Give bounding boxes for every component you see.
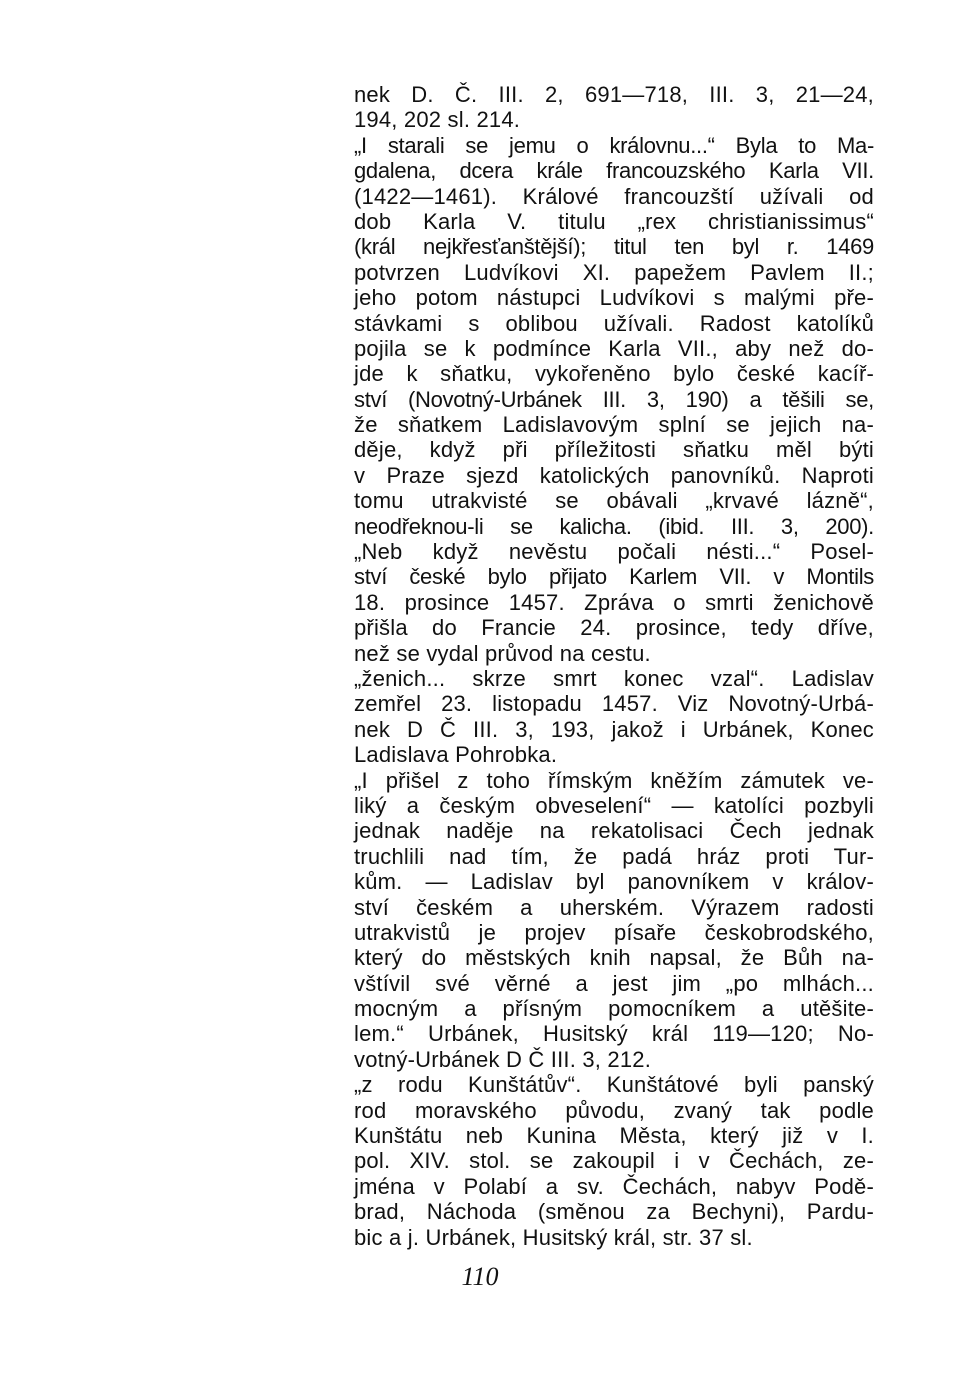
text-line: nek D. Č. III. 2, 691—718, III. 3, 21—24,: [354, 82, 874, 107]
text-line: děje, když při příležitosti sňatku měl býti: [354, 437, 874, 463]
text-line: potvrzen Ludvíkovi XI. papežem Pavlem II.;: [354, 259, 874, 285]
text-line: jména v Polabí a sv. Čechách, nabyv Podě-: [354, 1173, 874, 1199]
text-line: dob Karla V. titulu „rex christianissimus“: [354, 208, 874, 234]
text-line: (1422—1461). Králové francouzští užívali od: [354, 183, 874, 209]
text-line: brad, Náchoda (směnou za Bechyni), Pardu-: [354, 1199, 874, 1225]
text-line: přišla do Francie 24. prosince, tedy dříve,: [354, 615, 874, 641]
text-line: že sňatkem Ladislavovým splní se jejich na-: [354, 412, 874, 438]
text-line: kům. — Ladislav byl panovníkem v králov-: [354, 869, 874, 895]
text-line: pol. XIV. stol. se zakoupil i v Čechách, ze-: [354, 1148, 874, 1174]
text-line: votný-Urbánek D Č III. 3, 212.: [354, 1046, 652, 1072]
text-line: než se vydal průvod na cestu.: [354, 640, 651, 666]
text-line: jde k sňatku, vykořeněno bylo české kacíř-: [354, 361, 874, 387]
text-line: zemřel 23. listopadu 1457. Viz Novotný-Urbá-: [354, 691, 874, 717]
text-line: Ladislava Pohrobka.: [354, 742, 558, 768]
text-line: vštívil své věrné a jest jim „po mlhách...: [354, 970, 874, 996]
text-line: v Praze sjezd katolických panovníků. Naproti: [354, 462, 874, 488]
text-line: 18. prosince 1457. Zpráva o smrti ženichově: [354, 589, 874, 615]
page-number: 110: [461, 1262, 499, 1291]
text-line: „I starali se jemu o královnu...“ Byla to Ma-: [354, 132, 874, 158]
text-line: pojila se k podmínce Karla VII., aby než do-: [354, 335, 874, 361]
text-line: lem.“ Urbánek, Husitský král 119—120; No-: [354, 1021, 874, 1047]
text-line: nek D Č III. 3, 193, jakož i Urbánek, Konec: [354, 716, 874, 742]
text-line: mocným a přísným pomocníkem a utěšite-: [354, 996, 874, 1022]
text-line: rod moravského původu, zvaný tak podle: [354, 1097, 874, 1123]
text-line: který do městských knih napsal, že Bůh na-: [354, 945, 874, 971]
text-line: „Neb když nevěstu počali nésti...“ Posel-: [354, 539, 874, 565]
text-line: ství (Novotný-Urbánek III. 3, 190) a těšili se,: [354, 386, 874, 412]
text-line: stávkami s oblibou užívali. Radost katolíků: [354, 310, 874, 336]
text-line: ství českém a uherském. Výrazem radosti: [354, 894, 874, 920]
text-line: (král nejkřesťanštější); titul ten byl r. 1469: [354, 234, 874, 260]
text-line: utrakvistů je projev písaře českobrodského,: [354, 919, 874, 945]
text-line: liký a českým obveselení“ — katolíci pozbyli: [354, 792, 874, 818]
text-line: „ženich... skrze smrt konec vzal“. Ladislav: [354, 665, 874, 691]
text-line: neodřeknou-li se kalicha. (ibid. III. 3, 200).: [354, 513, 874, 539]
text-line: bic a j. Urbánek, Husitský král, str. 37 sl.: [354, 1224, 753, 1250]
text-line: „I přišel z toho římským kněžím zámutek ve-: [354, 767, 874, 793]
text-line: „z rodu Kunštátův“. Kunštátové byli panský: [354, 1072, 874, 1098]
text-line: truchlili nad tím, že padá hráz proti Tur-: [354, 843, 874, 869]
text-line: gdalena, dcera krále francouzského Karla VII.: [354, 158, 874, 184]
text-line: 194, 202 sl. 214.: [354, 107, 521, 133]
text-line: jeho potom nástupci Ludvíkovi s malými pře-: [354, 285, 874, 311]
text-line: Kunštátu neb Kunina Města, který již v I.: [354, 1123, 874, 1149]
footnotes-text-block: [354, 82, 874, 1250]
text-line: ství české bylo přijato Karlem VII. v Montils: [354, 564, 874, 590]
text-line: jednak naděje na rekatolisaci Čech jednak: [354, 818, 874, 844]
text-line: tomu utrakvisté se obávali „krvavé lázně“,: [354, 488, 874, 514]
